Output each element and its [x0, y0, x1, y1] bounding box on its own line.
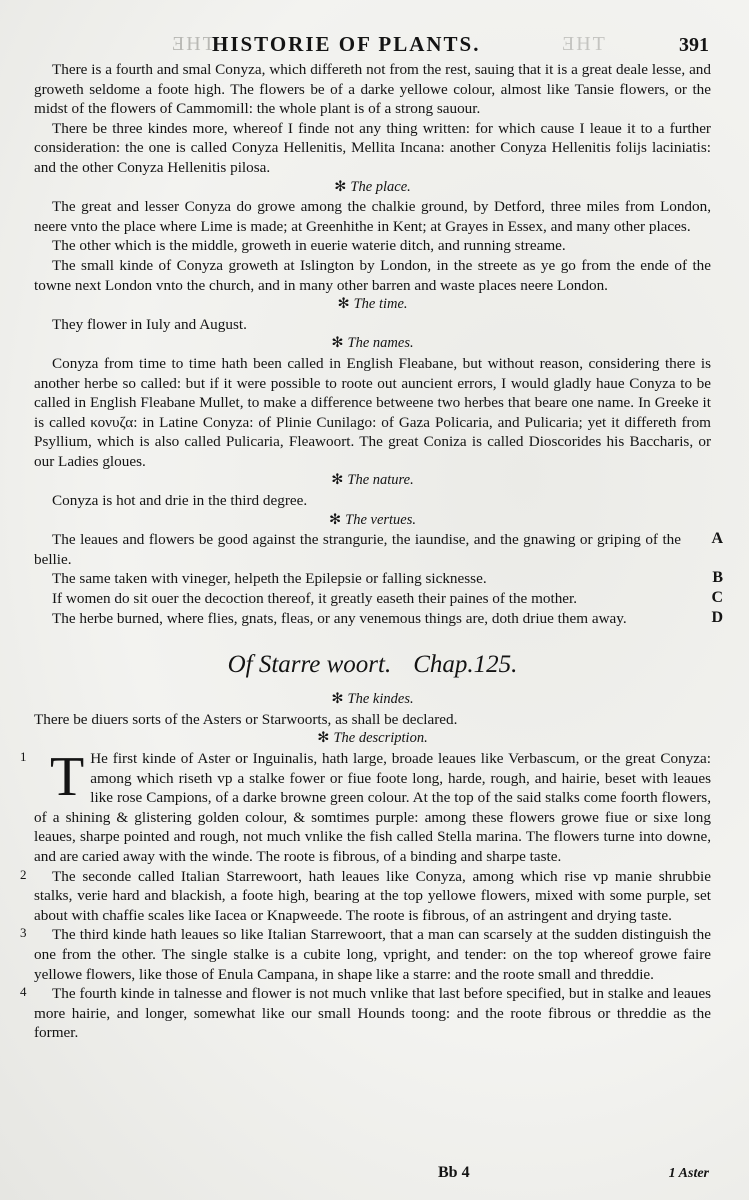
heading-text: The kindes. [347, 691, 414, 708]
vertue-item [34, 589, 723, 609]
paragraph: There is a fourth and smal Conyza, which differeth not from the rest, sauing that it is a great deale lesse, and groweth seldome a foote high. The flowers be of a darke yellowe colour, almost like Tansie flowers, or the midst of the flowers of Cammomill: the whole plant is of a strong sauour. [34, 61, 711, 118]
chapter-title [34, 650, 711, 680]
paragraph: There be three kindes more, whereof I finde not any thing written: for which cause I leaue it to a further consideration: the one is called Conyza Hellenitis, Mellita Incana: another Conyza Hellenitis folijs laciniatis: and the other Conyza Hellenitis pilosa. [34, 119, 711, 176]
heading-text: The place. [350, 178, 411, 195]
heading-text: The vertues. [345, 511, 417, 528]
paragraph: The fourth kinde in talnesse and flower is not much vnlike that last before specified, but in stalke and leaues more hairie, and longer, somewhat like our small Hounds toong: and the roote fibrous or threddie as the former. [34, 985, 711, 1042]
margin-letter: B [712, 569, 723, 587]
paragraph: The seconde called Italian Starrewoort, hath leaues like Conyza, among which rise vp manie shrubbie stalks, verie hard and blackish, a foote high, bearing at the top yellowe flowers, mixed with some purple, set about with chaffie scales like Iacea or Knapweede. The roote is fibrous, of an astringent and drying taste. [34, 867, 711, 924]
starrewoort-section [20, 690, 711, 1043]
paragraph: The third kinde hath leaues so like Italian Starrewoort, that a man can scarsely at the sudden distinguish the one from the other. The single stalke is a cubite long, vpright, and tender: on the top whereof growe faire yellowe flowers, like those of Enula Campana, in shape like a starre: and the roote small and threddie. [34, 926, 711, 983]
paragraph: Conyza is hot and drie in the third degree. [52, 492, 308, 510]
section-heading-place [34, 178, 711, 198]
paragraph: There be diuers sorts of the Asters or Starwoorts, as shall be declared. [34, 710, 458, 728]
asterism-icon: ✻ [331, 691, 344, 708]
drop-cap: T [50, 746, 85, 808]
vertue-item [34, 608, 723, 629]
paragraph: The leaues and flowers be good against the strangurie, the iaundise, and the gnawing or griping of the bellie. [34, 531, 681, 568]
heading-text: The time. [353, 296, 408, 313]
bleed-through-text: ƎHT [562, 33, 607, 55]
section-heading-vertues [34, 511, 711, 531]
asterism-icon: ✻ [317, 730, 330, 747]
chapter-name: Of Starre woort. [227, 651, 392, 679]
margin-letter: A [711, 530, 723, 548]
section-heading-description [34, 729, 711, 749]
asterism-icon: ✻ [334, 178, 347, 195]
item-number: 4 [20, 984, 27, 1000]
conyza-section [34, 60, 723, 628]
vertue-item [34, 530, 723, 569]
item-number: 1 [20, 749, 27, 764]
running-title: HISTORIE OF PLANTS. [212, 32, 481, 56]
section-heading-nature [34, 471, 711, 491]
asterism-icon: ✻ [337, 296, 350, 313]
description-item [20, 984, 711, 1043]
signature-mark: Bb 4 [438, 1164, 470, 1181]
asterism-icon: ✻ [328, 511, 342, 528]
section-heading-time [34, 295, 711, 315]
margin-letter: C [711, 589, 723, 607]
section-heading-names [34, 334, 711, 354]
paragraph: Conyza from time to time hath been called in English Fleabane, but without reason, considering there is another herbe so called: but if it were possible to roote out auncient errors, I would gladly haue Conyza to be called in English Fleabane Mullet, to make a difference betweene two herbes that beare one name. In Greeke it is called κονυζα: in Latine Conyza: of Plinie Cunilago: of Gaza Policaria, and Pulicaria; yet it differeth from Psyllium, which is also called Pulicaria, Fleawoort. The great Coniza is called Dioscorides his Baccharis, or our Ladies gloues. [34, 354, 711, 470]
page-footer [0, 1164, 749, 1188]
page-header [34, 32, 711, 60]
paragraph: The same taken with vineger, helpeth the Epilepsie or falling sicknesse. [52, 570, 487, 588]
heading-text: The nature. [347, 472, 414, 489]
description-item [20, 746, 711, 867]
heading-text: The description. [333, 730, 428, 747]
asterism-icon: ✻ [331, 335, 344, 352]
paragraph: The small kinde of Conyza groweth at Islington by London, in the streete as ye go from the ende of the towne next London vnto the church, and in many other barren and waste places neere London. [34, 256, 711, 294]
catchword: 1 Aster [668, 1166, 709, 1181]
chapter-number: Chap.125. [413, 651, 518, 679]
section-heading-kindes [34, 690, 711, 710]
heading-text: The names. [347, 335, 414, 352]
item-number: 3 [20, 925, 27, 941]
margin-letter: D [711, 608, 723, 626]
paragraph: The other which is the middle, groweth in euerie waterie ditch, and running streame. [52, 237, 566, 255]
bleed-through-text: ƎHT [172, 33, 217, 55]
paragraph: He first kinde of Aster or Inguinalis, hath large, broade leaues like Verbascum, or the great Conyza: among which riseth vp a stalke fower or fiue foote long, harde, rough, and hairie, beset with leaues like rose Campions, of a darke browne green colour. At the top of the said stalks come foorth flowers, of a shining & glistering golden colour, & somtimes purple: among these flowers growe fiue or sixe long leaues, sharpe pointed and rough, not much vnlike the fish called Stella marina. The flowers turne into downe, and are caried away with the winde. The roote is fibrous, of a binding and sharpe taste. [34, 750, 711, 865]
paragraph: The herbe burned, where flies, gnats, fleas, or any venemous things are, doth driue them away. [52, 609, 627, 627]
vertue-item [34, 569, 723, 589]
description-item [20, 866, 711, 926]
description-item [20, 925, 711, 984]
paragraph: They flower in Iuly and August. [52, 315, 247, 333]
page-number: 391 [679, 34, 709, 56]
paragraph: The great and lesser Conyza do growe among the chalkie ground, by Detford, three miles from London, neere vnto the place where Lime is made; at Greenhithe in Kent; at Grayes in Essex, and many other places. [34, 198, 711, 235]
paragraph: If women do sit ouer the decoction thereof, it greatly easeth their paines of the mother. [52, 590, 578, 608]
asterism-icon: ✻ [331, 472, 344, 489]
item-number: 2 [20, 866, 27, 882]
